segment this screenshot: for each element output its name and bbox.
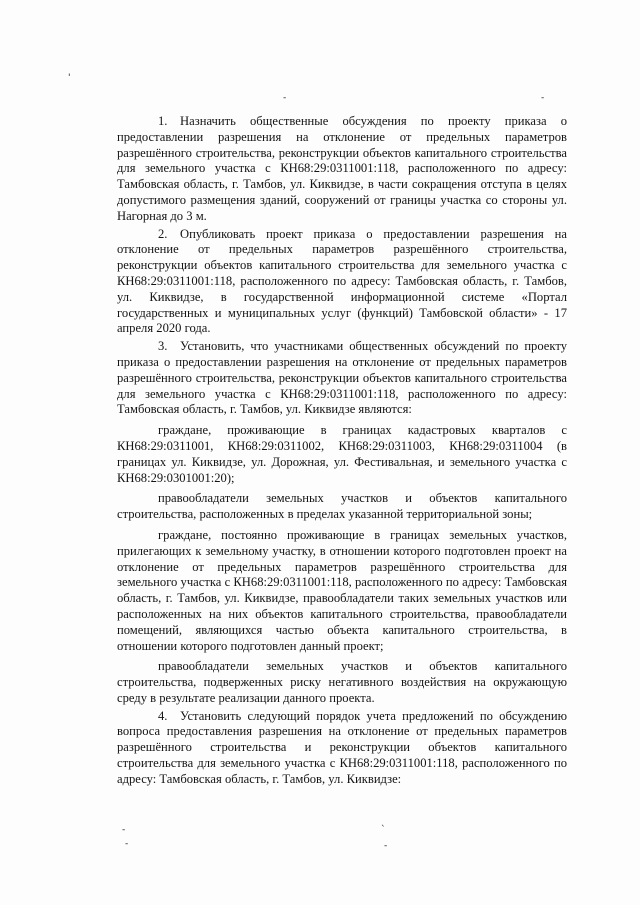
scan-speck: - [125, 839, 129, 849]
participants-adjacent-paragraph: граждане, постоянно проживающие в границах земельных участков, прилегающих к земельному участку, в отношении которого подготовлен проект на отклонение от предельных параметров разрешённого строительства для земельного участка с КН68:29:0311001:118, расположенного по адресу: Тамбовская область, г. Тамбов, ул. Киквидзе, правообладатели таких земельных участков или расположенных на них объектов капитального строительства, правообладатели помещений, являющихся частью объекта капитального строительства, в отношении которого подготовлен данный проект; [117, 527, 567, 653]
scan-speck: - [283, 93, 287, 103]
item-4-paragraph: 4. Установить следующий порядок учета предложений по обсуждению вопроса предоставления разрешения на отклонение от предельных параметров разрешённого строительства и реконструкции объектов капитального строительства для земельного участка с КН68:29:0311001:118, расположенного по адресу: Тамбовская область, г. Тамбов, ул. Киквидзе: [117, 708, 567, 786]
item-1-paragraph: 1. Назначить общественные обсуждения по проекту приказа о предоставлении разрешения на отклонение от предельных параметров разрешённого строительства, реконструкции объектов капитального строительства для земельного участка с КН68:29:0311001:118, расположенного по адресу: Тамбовская область, г. Тамбов, ул. Киквидзе, в части сокращения отступа в целях допустимого размещения зданий, сооружений от границы участка со стороны ул. Нагорная до 3 м. [117, 114, 567, 223]
scan-speck: ' [68, 73, 71, 83]
scan-speck: - [122, 825, 126, 835]
scan-speck: - [541, 93, 545, 103]
participants-risk-paragraph: правообладатели земельных участков и объектов капитального строительства, подверженных риску негативного воздействия на окружающую среду в результате реализации данного проекта. [117, 659, 567, 705]
item-2-paragraph: 2. Опубликовать проект приказа о предоставлении разрешения на отклонение от предельных параметров разрешённого строительства, реконструкции объектов капитального строительства для земельного участка с КН68:29:0311001:118, расположенного по адресу: Тамбовская область, г. Тамбов, ул. Киквидзе, в государственной информационной системе «Портал государственных и муниципальных услуг (функций) Тамбовской области» - 17 апреля 2020 года. [117, 226, 567, 336]
scan-speck: - [384, 841, 388, 851]
item-3-paragraph: 3. Установить, что участниками общественных обсуждений по проекту приказа о предоставлении разрешения на отклонение от предельных параметров разрешённого строительства, реконструкции объектов капитального строительства для земельного участка с КН68:29:0311001:118, расположенного по адресу: Тамбовская область, г. Тамбов, ул. Киквидзе являются: [117, 339, 567, 417]
document-body [117, 114, 567, 788]
participants-owners-paragraph: правообладатели земельных участков и объектов капитального строительства, расположенных в пределах указанной территориальной зоны; [117, 491, 567, 522]
scan-speck: ` [381, 825, 386, 835]
participants-residents-paragraph: граждане, проживающие в границах кадастровых кварталов с КН68:29:0311001, КН68:29:0311002, КН68:29:0311003, КН68:29:0311004 (в границах ул. Киквидзе, ул. Дорожная, ул. Фестивальная, и земельного участка с КН68:29:0301001:20); [117, 423, 567, 485]
